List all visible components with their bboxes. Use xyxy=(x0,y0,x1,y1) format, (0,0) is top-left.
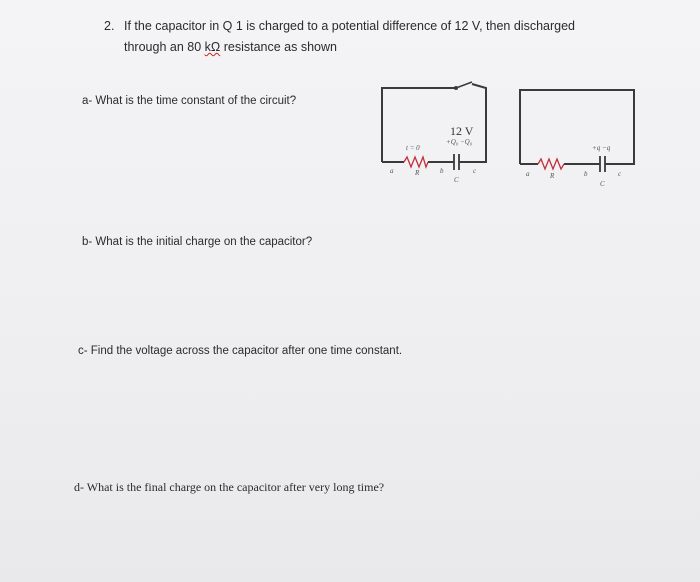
resistor-icon-2 xyxy=(538,159,564,169)
capacitor-charge-label-2: +q −q xyxy=(592,144,611,152)
capacitor-label-2: C xyxy=(600,180,605,188)
resistor-icon xyxy=(404,157,428,167)
part-c-question: c- Find the voltage across the capacitor after one time constant. xyxy=(78,345,403,357)
node-b-label: b xyxy=(440,167,444,175)
question-text-line2-start: through an 80 xyxy=(124,40,205,54)
circuit-wires-2 xyxy=(520,90,634,164)
question-text-line1: If the capacitor in Q 1 is charged to a potential difference of 12 V, then discharged xyxy=(124,19,575,33)
capacitor-icon-2 xyxy=(592,156,612,172)
node-c-label-2: c xyxy=(618,170,622,178)
circuit-diagram-discharging xyxy=(510,82,640,192)
question-text-line2-end: resistance as shown xyxy=(220,40,337,54)
resistance-unit: kΩ xyxy=(204,40,221,54)
switch-time-label: t = 0 xyxy=(406,144,420,152)
node-b-label-2: b xyxy=(584,170,588,178)
circuit-wires xyxy=(382,84,486,162)
switch-icon xyxy=(454,82,472,90)
resistor-label: R xyxy=(415,169,420,177)
question-number: 2. xyxy=(104,19,115,33)
question-text-line2 xyxy=(124,40,337,54)
node-a-label: a xyxy=(390,167,394,175)
capacitor-charge-label: +Q₀ −Q₀ xyxy=(446,138,473,146)
node-a-label-2: a xyxy=(526,170,530,178)
part-d-question: d- What is the final charge on the capacitor after very long time? xyxy=(74,480,385,494)
capacitor-icon xyxy=(450,154,466,170)
voltage-label: 12 V xyxy=(450,124,474,138)
circuit-diagram-charged xyxy=(368,78,498,188)
part-b-question: b- What is the initial charge on the capacitor? xyxy=(82,236,313,248)
resistor-label-2: R xyxy=(550,172,555,180)
part-a-question: a- What is the time constant of the circuit? xyxy=(82,95,297,107)
node-c-label: c xyxy=(473,167,477,175)
capacitor-label: C xyxy=(454,176,459,184)
